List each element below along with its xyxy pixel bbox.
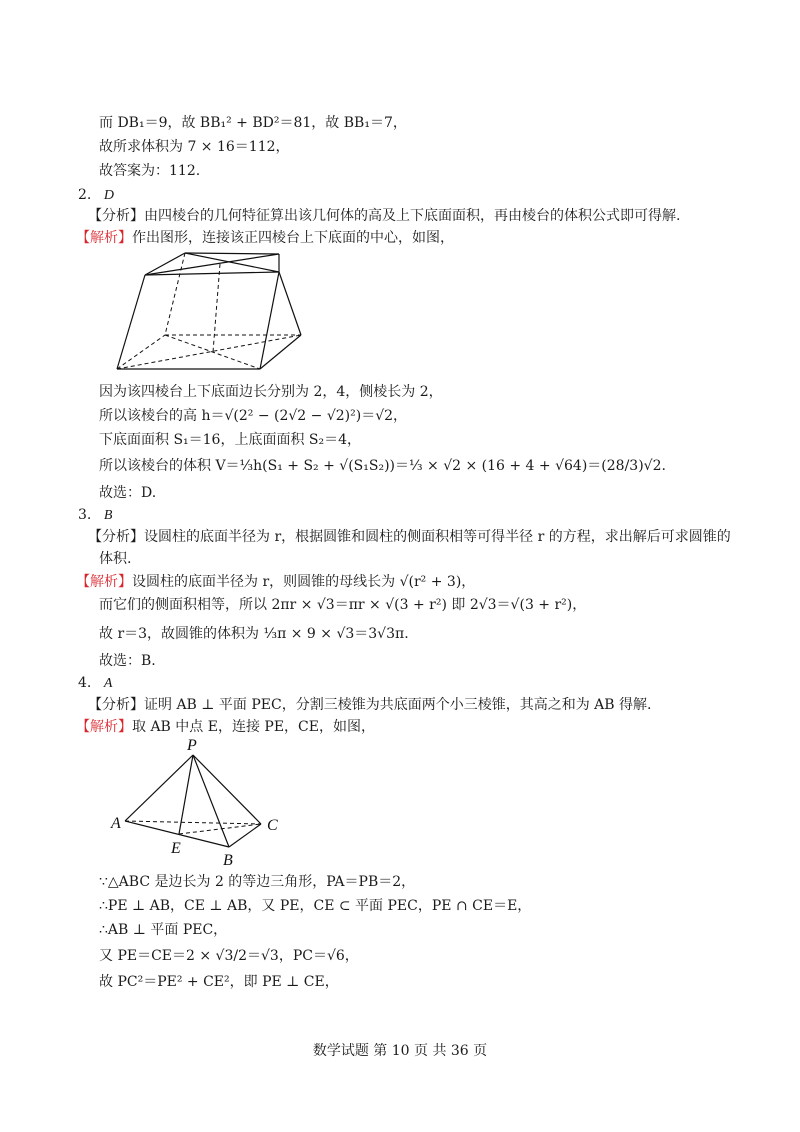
q4-line-c: ∴AB ⊥ 平面 PEC， <box>99 922 228 938</box>
q2-solution-text: 作出图形，连接该正四棱台上下底面的中心，如图， <box>132 230 454 246</box>
q2-line-d: 所以该棱台的体积 V＝⅓h(S₁ + S₂ + √(S₁S₂))＝⅓ × √2 × (16 + 4 + √64)＝(28/3)√2. <box>99 458 666 474</box>
q2-line-c: 下底面面积 S₁＝16，上底面面积 S₂＝4， <box>99 432 362 448</box>
q3-header <box>78 505 112 526</box>
q3-solution-text: 设圆柱的底面半径为 r，则圆锥的母线长为 √(r² + 3)， <box>132 574 476 590</box>
q3-analysis-tag: 【分析】 <box>88 529 144 545</box>
q2-solution-tag: 【解析】 <box>76 230 132 246</box>
frustum-edge-right <box>279 272 301 335</box>
q4-analysis <box>88 695 651 715</box>
frustum-figure <box>105 245 315 375</box>
frustum-bottom-diag1 <box>117 335 301 369</box>
label-c: C <box>267 817 278 834</box>
frustum-top-back <box>185 253 279 254</box>
q2-line-b: 所以该棱台的高 h＝√(2² − (2√2 − √2)²)＝√2， <box>99 408 408 424</box>
q4-analysis-text: 证明 AB ⊥ 平面 PEC，分割三棱锥为共底面两个小三棱锥，其高之和为 AB 得解. <box>144 697 652 713</box>
frustum-edge-front-right <box>260 272 279 369</box>
q4-header <box>78 673 112 694</box>
label-a: A <box>111 815 121 832</box>
q3-solution <box>76 572 475 592</box>
line-answer: 故答案为：112. <box>99 163 201 179</box>
q2-line-a: 因为该四棱台上下底面边长分别为 2，4，侧棱长为 2， <box>99 384 443 400</box>
tetrahedron-figure <box>105 735 295 870</box>
q2-header <box>78 185 114 206</box>
q3-line-a: 而它们的侧面积相等，所以 2πr × √3＝πr × √(3 + r²) 即 2√3＝√(3 + r²)， <box>99 597 587 613</box>
q3-line-c: 故选：B. <box>99 653 156 669</box>
q4-number: 4. <box>78 675 92 691</box>
page-footer: 数学试题 第 10 页 共 36 页 <box>312 1043 488 1059</box>
q2-number: 2. <box>78 187 92 203</box>
frustum-hidden-edge <box>165 253 185 335</box>
q4-solution-tag: 【解析】 <box>76 719 132 735</box>
frustum-bottom-diag2 <box>165 335 260 369</box>
q2-line-e: 故选：D. <box>99 485 157 501</box>
edge-pc <box>193 755 261 824</box>
q4-solution-text: 取 AB 中点 E，连接 PE，CE，如图， <box>132 719 375 735</box>
q2-analysis-text: 由四棱台的几何特征算出该几何体的高及上下底面面积，再由棱台的体积公式即可得解. <box>144 208 681 224</box>
q3-answer: B <box>103 508 113 523</box>
q2-answer: D <box>103 188 114 203</box>
q3-line-b: 故 r＝3，故圆锥的体积为 ⅓π × 9 × √3＝3√3π. <box>99 626 409 642</box>
edge-bc <box>229 824 261 847</box>
q3-number: 3. <box>78 507 92 523</box>
q4-solution <box>76 717 375 737</box>
frustum-bottom-left <box>117 335 165 369</box>
q4-line-b: ∴PE ⊥ AB，CE ⊥ AB，又 PE，CE ⊂ 平面 PEC，PE ∩ CE＝E， <box>99 898 532 914</box>
q4-line-a: ∵△ABC 是边长为 2 的等边三角形，PA＝PB＝2， <box>99 874 416 890</box>
frustum-center-axis <box>213 264 220 352</box>
q3-analysis-text: 设圆柱的底面半径为 r，根据圆锥和圆柱的侧面积相等可得半径 r 的方程，求出解后可求圆锥的 <box>144 529 731 545</box>
q3-analysis-2: 体积. <box>99 551 132 567</box>
line-volume: 故所求体积为 7 × 16＝112， <box>99 139 290 155</box>
label-e: E <box>171 840 181 857</box>
q4-line-d: 又 PE＝CE＝2 × √3/2＝√3，PC＝√6， <box>99 948 359 964</box>
line-db1: 而 DB₁＝9，故 BB₁² + BD²＝81，故 BB₁＝7， <box>99 115 407 131</box>
q3-solution-tag: 【解析】 <box>76 574 132 590</box>
q4-analysis-tag: 【分析】 <box>88 697 144 713</box>
q4-line-e: 故 PC²＝PE² + CE²，即 PE ⊥ CE， <box>99 974 339 990</box>
label-b: B <box>223 852 233 869</box>
q2-analysis <box>88 206 680 226</box>
q4-answer: A <box>103 676 113 691</box>
frustum-edge-left <box>117 275 145 369</box>
label-p: P <box>187 737 197 754</box>
edge-ac <box>125 821 261 824</box>
q2-analysis-tag: 【分析】 <box>88 208 144 224</box>
q3-analysis-1 <box>88 527 731 547</box>
edge-pb <box>193 755 229 847</box>
